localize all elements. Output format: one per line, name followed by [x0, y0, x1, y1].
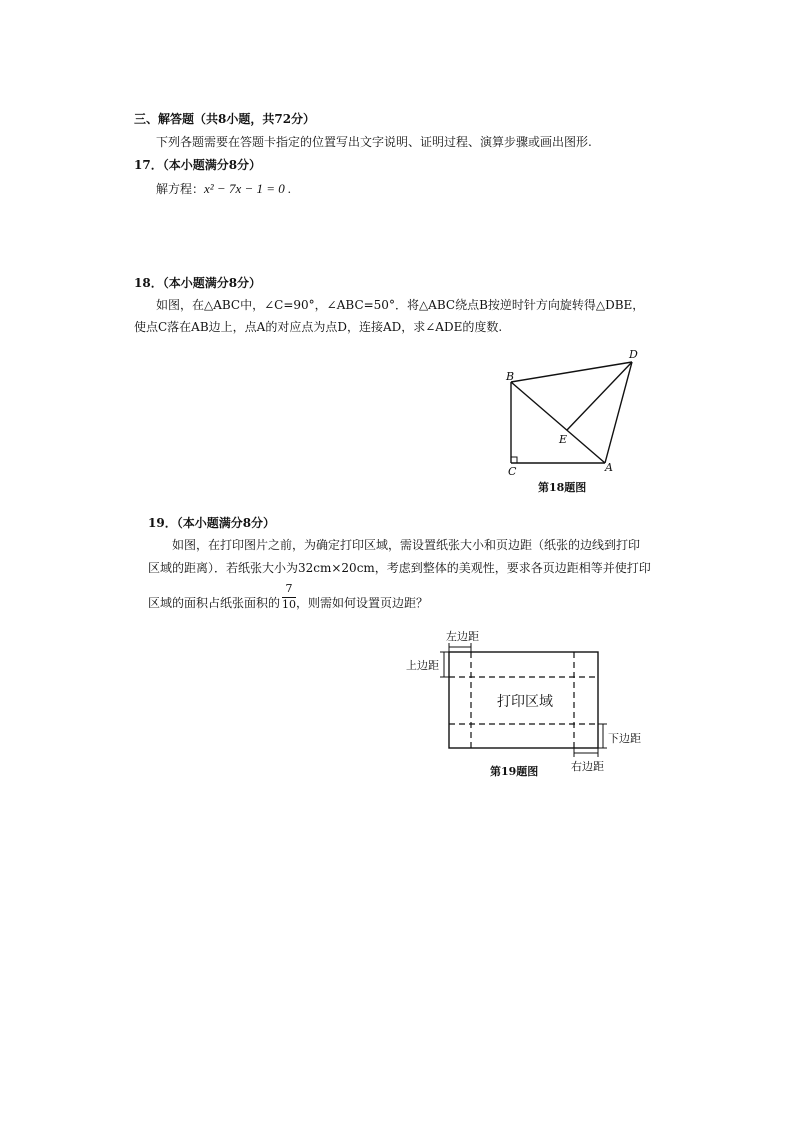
q18-line1: 如图，在△ABC中，∠C=90°，∠ABC=50°．将△ABC绕点B按逆时针方向旋转得△DBE，: [156, 298, 645, 312]
q19-line3-prefix: 区域的面积占纸张面积的: [148, 596, 281, 610]
section-instruction: 下列各题需要在答题卡指定的位置写出文字说明、证明过程、演算步骤或画出图形.: [156, 135, 592, 149]
q18-number: 18．（本小题满分8分）: [134, 276, 262, 290]
left-margin-label: 左边距: [446, 630, 479, 643]
q17-prefix: 解方程：: [156, 182, 205, 196]
section-title: 三、解答题（共8小题，共72分）: [134, 112, 316, 126]
label-b: B: [506, 370, 515, 383]
label-c: C: [508, 465, 517, 478]
q19-line3-suffix: ，则需如何设置页边距？: [296, 596, 429, 610]
bottom-margin-label: 下边距: [608, 732, 641, 745]
right-margin-label: 右边距: [571, 760, 604, 773]
q19-caption: 第19题图: [490, 765, 539, 778]
q17-equation: x² − 7x − 1 = 0 .: [204, 181, 292, 196]
q19-line2: 区域的距离）．若纸张大小为32cm×20cm，考虑到整体的美观性，要求各页边距相等并使打印: [148, 561, 651, 575]
top-margin-label: 上边距: [406, 659, 439, 672]
q19-number: 19．（本小题满分8分）: [148, 516, 276, 530]
print-area-label: 打印区域: [497, 694, 553, 710]
q18-line2: 使点C落在AB边上，点A的对应点为点D，连接AD，求∠ADE的度数.: [134, 320, 503, 334]
q17-number: 17．（本小题满分8分）: [134, 158, 262, 172]
fraction-denominator: 10: [282, 598, 296, 611]
q19-line1: 如图，在打印图片之前，为确定打印区域，需设置纸张大小和页边距（纸张的边线到打印: [172, 538, 641, 552]
q18-caption: 第18题图: [538, 481, 587, 494]
label-a: A: [605, 461, 613, 474]
fraction-numerator: 7: [285, 582, 293, 595]
label-d: D: [629, 348, 638, 361]
label-e: E: [559, 433, 568, 446]
